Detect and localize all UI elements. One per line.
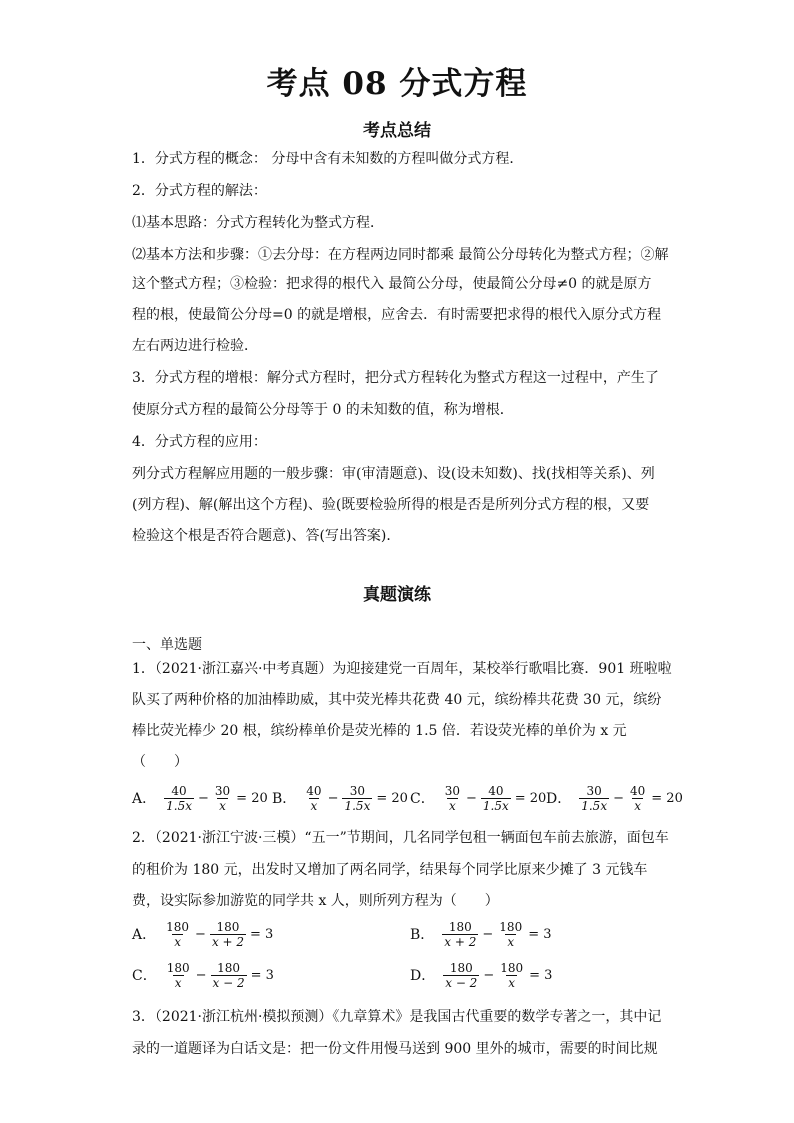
option-letter: D． — [546, 791, 572, 807]
summary-line: 检验这个根是否符合题意)、答(写出答案)． — [132, 528, 401, 544]
option-letter: C． — [410, 791, 435, 807]
operator: − — [613, 790, 624, 806]
fraction: $\frac{40}{1.5x}$ — [166, 783, 192, 813]
summary-line: 这个整式方程；③检验：把求得的根代入 最简公分母，使最简公分母≠0 的就是原方 — [132, 276, 652, 292]
question-line: 录的一道题译为白话文是：把一份文件用慢马送到 900 里外的城市，需要的时间比规 — [132, 1041, 658, 1057]
summary-line: ⑵基本方法和步骤：①去分母：在方程两边同时都乘 最简公分母转化为整式方程；②解 — [132, 247, 669, 263]
summary-heading: 考点总结 — [363, 121, 431, 141]
fraction: $\frac{30}{x}$ — [214, 783, 231, 813]
summary-line: 4．分式方程的应用： — [132, 434, 267, 450]
fraction: $\frac{40}{x}$ — [306, 783, 322, 813]
question-line: 队买了两种价格的加油棒助威，其中荧光棒共花费 40 元，缤纷棒共花费 30 元，缤纷 — [132, 692, 662, 708]
options-row — [132, 778, 683, 818]
fraction: $\frac{30}{1.5x}$ — [581, 783, 608, 813]
question-line: 3．（2021·浙江杭州·模拟预测）《九章算术》是我国古代重要的数学专著之一，其中记 — [132, 1009, 662, 1025]
operator: − — [482, 926, 494, 942]
option-a[interactable] — [132, 778, 268, 818]
operator: − — [195, 967, 207, 983]
option-d[interactable] — [546, 778, 683, 818]
question-line: 的租价为 180 元，出发时又增加了两名同学，结果每个同学比原来少摊了 3 元钱车 — [132, 862, 648, 878]
option-letter: B． — [410, 927, 435, 943]
option-b[interactable] — [272, 778, 408, 818]
option-letter: A． — [132, 791, 157, 807]
fraction: $\frac{180}{x - 2}$ — [445, 960, 478, 990]
option-c[interactable] — [410, 778, 546, 818]
fraction: $\frac{180}{x}$ — [499, 919, 523, 949]
operator: − — [483, 967, 495, 983]
question-line: 费，设实际参加游览的同学共 x 人，则所列方程为（ ） — [132, 893, 499, 909]
equation-rhs: = 3 — [529, 967, 553, 983]
equation-rhs: = 20 — [651, 790, 683, 806]
summary-line: 1．分式方程的概念： 分母中含有未知数的方程叫做分式方程． — [132, 151, 524, 167]
summary-line: (列方程)、解(解出这个方程)、验(既要检验所得的根是否是所列分式方程的根，又要 — [132, 497, 650, 513]
summary-line: 2．分式方程的解法： — [132, 183, 267, 199]
equation-rhs: = 20 — [236, 790, 268, 806]
option-letter: C． — [132, 968, 157, 984]
summary-line: 左右两边进行检验． — [132, 338, 258, 354]
option-letter: A． — [132, 927, 157, 943]
operator: − — [197, 790, 209, 806]
summary-line: 3．分式方程的增根：解分式方程时，把分式方程转化为整式方程这一过程中，产生了 — [132, 370, 659, 386]
summary-line: ⑴基本思路：分式方程转化为整式方程． — [132, 215, 384, 231]
option-letter: B． — [272, 791, 297, 807]
option-d[interactable] — [410, 955, 552, 995]
fraction: $\frac{180}{x - 2}$ — [212, 960, 245, 990]
page-title: 考点 08 分式方程 — [266, 66, 528, 102]
question-line: 1．（2021·浙江嘉兴·中考真题）为迎接建党一百周年，某校举行歌唱比赛．901 班啦啦 — [132, 661, 672, 677]
equation-rhs: = 20 — [376, 790, 408, 806]
practice-heading: 真题演练 — [363, 585, 431, 605]
equation-rhs: = 3 — [528, 926, 552, 942]
question-line: 2．（2021·浙江宁波·三模）“五一”节期间，几名同学包租一辆面包车前去旅游，面包车 — [132, 830, 669, 846]
option-c[interactable] — [132, 955, 274, 995]
fraction: $\frac{40}{1.5x}$ — [482, 783, 509, 813]
fraction: $\frac{180}{x}$ — [166, 960, 190, 990]
fraction: $\frac{180}{x}$ — [500, 960, 524, 990]
fraction: $\frac{180}{x + 2}$ — [444, 919, 477, 949]
summary-line: 列分式方程解应用题的一般步骤：审(审清题意)、设(设未知数)、找(找相等关系)、列 — [132, 466, 655, 482]
option-b[interactable] — [410, 914, 552, 954]
summary-line: 使原分式方程的最简公分母等于 0 的未知数的值，称为增根． — [132, 402, 514, 418]
summary-line: 程的根，使最简公分母=0 的就是增根，应舍去．有时需要把求得的根代入原分式方程 — [132, 307, 662, 323]
option-a[interactable] — [132, 914, 273, 954]
equation-rhs: = 3 — [250, 967, 274, 983]
fraction: $\frac{30}{1.5x}$ — [344, 783, 371, 813]
question-line: 棒比荧光棒少 20 根，缤纷棒单价是荧光棒的 1.5 倍．若设荧光棒的单价为 x 元 — [132, 723, 627, 739]
fraction: $\frac{40}{x}$ — [630, 783, 646, 813]
options-row — [132, 914, 672, 954]
answer-bracket: （ ） — [132, 754, 188, 770]
part-label: 一、单选题 — [132, 637, 202, 653]
operator: − — [466, 790, 477, 806]
equation-rhs: = 20 — [514, 790, 547, 806]
fraction: $\frac{180}{x}$ — [166, 919, 190, 949]
option-letter: D． — [410, 968, 436, 984]
fraction: $\frac{30}{x}$ — [444, 783, 460, 813]
fraction: $\frac{180}{x + 2}$ — [211, 919, 245, 949]
options-row — [132, 955, 672, 995]
operator: − — [195, 926, 206, 942]
operator: − — [327, 790, 339, 806]
equation-rhs: = 3 — [250, 926, 274, 942]
